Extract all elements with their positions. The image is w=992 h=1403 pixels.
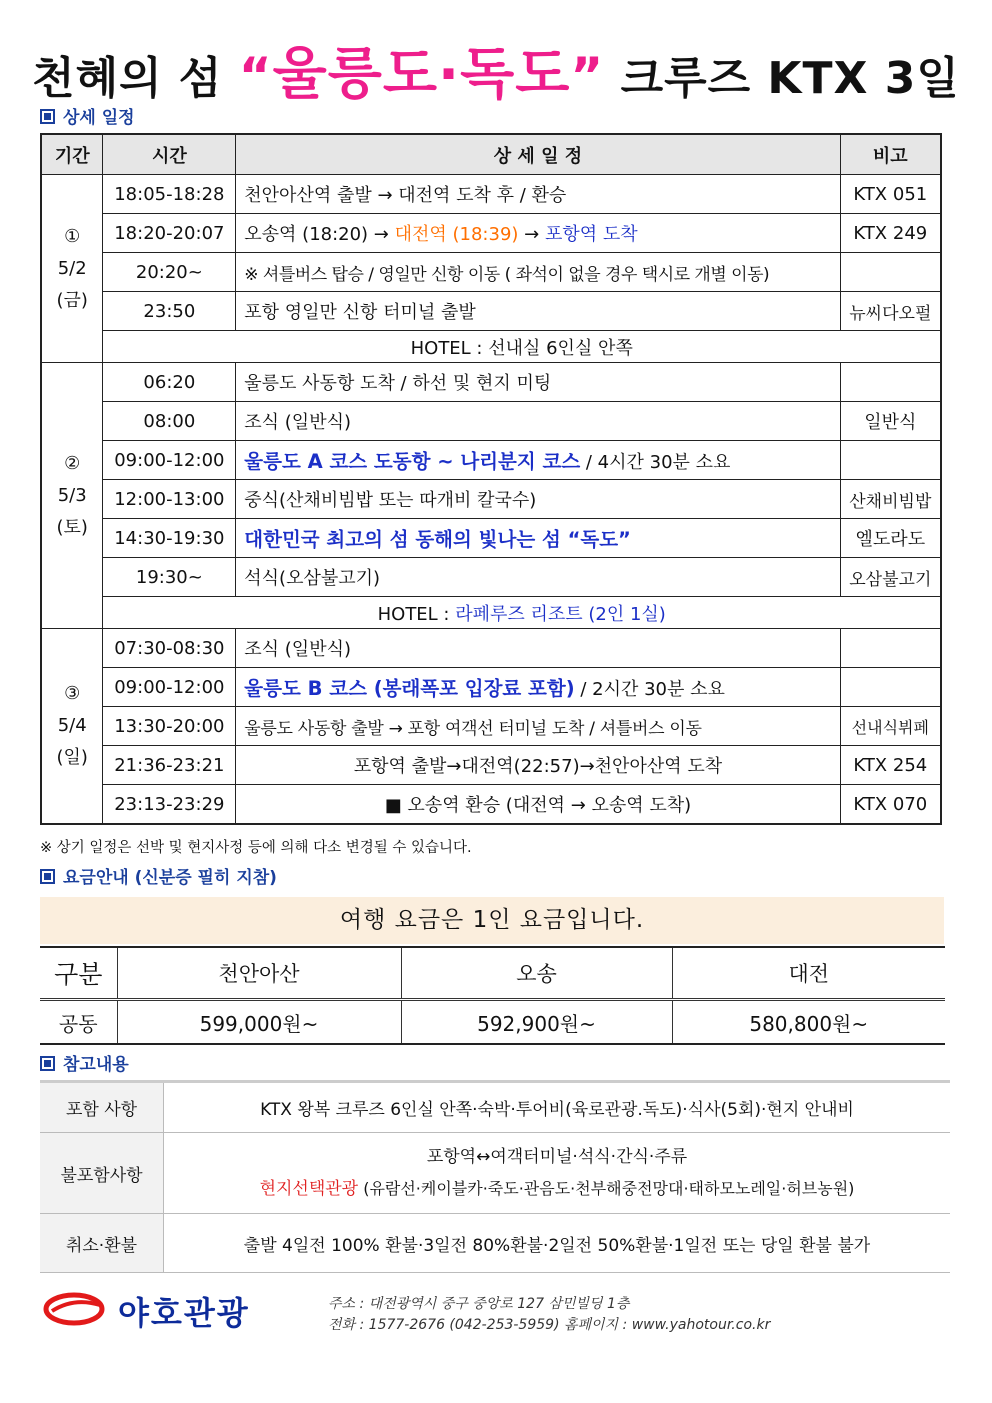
detail-cell: 울릉도 사동항 출발 → 포항 여객선 터미널 도착 / 셔틀버스 이동 <box>236 707 840 746</box>
table-row <box>41 668 941 707</box>
title-close-quote: ” <box>570 47 605 105</box>
remark-cell <box>840 668 941 707</box>
day-number: ① <box>64 225 81 247</box>
page-title <box>0 30 992 110</box>
table-row <box>41 253 941 292</box>
fee-cell: 580,800원~ <box>672 1000 945 1045</box>
time-cell: 20:20~ <box>103 253 236 292</box>
table-row <box>41 175 941 214</box>
day-weekday: (일) <box>56 747 88 768</box>
remark-cell <box>840 441 941 480</box>
footer-address: 주소 : 대전광역시 중구 중앙로 127 삼민빌딩 1층 <box>328 1296 630 1312</box>
day-cell <box>41 363 103 629</box>
fee-table <box>40 946 945 1045</box>
remark-cell: 산채비빔밥 <box>840 480 941 519</box>
footer-info <box>328 1294 770 1336</box>
detail-cell: 중식(산채비빔밥 또는 따개비 칼국수) <box>236 480 840 519</box>
table-row <box>41 785 941 825</box>
title-highlight: 울릉도·독도 <box>272 42 571 107</box>
schedule-table <box>40 133 942 825</box>
header-detail: 상 세 일 정 <box>236 134 840 175</box>
time-cell: 19:30~ <box>103 558 236 597</box>
reference-row <box>40 1133 950 1214</box>
detail-cell: 조식 (일반식) <box>236 629 840 668</box>
remark-cell: 선내식뷔페 <box>840 707 941 746</box>
reference-table <box>40 1080 950 1273</box>
header-time: 시간 <box>103 134 236 175</box>
section-schedule-label: 상세 일정 <box>63 108 135 128</box>
remark-cell: KTX 254 <box>840 746 941 785</box>
detail-segment-orange: 대전역 (18:39) <box>394 224 519 245</box>
remark-cell: KTX 070 <box>840 785 941 825</box>
footer-contact: 전화 : 1577-2676 (042-253-5959) 홈페이지 : www.yahotour.co.kr <box>328 1317 771 1333</box>
remark-cell <box>840 629 941 668</box>
time-cell: 13:30-20:00 <box>103 707 236 746</box>
detail-cell: 울릉도 사동항 도착 / 하선 및 현지 미팅 <box>236 363 840 402</box>
remark-cell: 오삼불고기 <box>840 558 941 597</box>
table-row <box>41 402 941 441</box>
detail-cell: 포항역 출발→대전역(22:57)→천안아산역 도착 <box>236 746 840 785</box>
remark-cell: 엘도라도 <box>840 519 941 558</box>
fee-row <box>40 1000 945 1045</box>
hotel-name: 라페루즈 리조트 (2인 1실) <box>455 603 666 625</box>
remark-cell: 뉴씨다오펄 <box>840 292 941 331</box>
table-row <box>41 292 941 331</box>
table-row <box>41 363 941 402</box>
reference-label: 포함 사항 <box>40 1082 164 1133</box>
company-name: 야호관광 <box>118 1294 250 1332</box>
reference-value: 출발 4일전 100% 환불·3일전 80%환불·2일전 50%환불·1일전 또는 당일 환불 불가 <box>164 1214 951 1273</box>
fee-header: 천안아산 <box>117 947 401 1000</box>
day-cell <box>41 175 103 363</box>
detail-segment: → <box>518 224 545 245</box>
time-cell: 21:36-23:21 <box>103 746 236 785</box>
reference-value: KTX 왕복 크루즈 6인실 안쪽·숙박·투어비(육로관광.독도)·식사(5회)·현지 안내비 <box>164 1082 951 1133</box>
time-cell: 14:30-19:30 <box>103 519 236 558</box>
reference-value <box>164 1133 951 1214</box>
time-cell: 18:20-20:07 <box>103 214 236 253</box>
reference-label: 불포함사항 <box>40 1133 164 1214</box>
fee-header: 구분 <box>40 947 117 1000</box>
excluded-line: (유람선·케이블카·죽도·관음도·천부해중전망대·태하모노레일·허브농원) <box>358 1179 855 1198</box>
hotel-row <box>41 331 941 363</box>
hotel-prefix: HOTEL : <box>377 603 456 625</box>
header-remark: 비고 <box>840 134 941 175</box>
fee-cell: 599,000원~ <box>117 1000 401 1045</box>
schedule-note: ※ 상기 일정은 선박 및 현지사정 등에 의해 다소 변경될 수 있습니다. <box>40 840 472 856</box>
time-cell: 12:00-13:00 <box>103 480 236 519</box>
remark-cell: KTX 249 <box>840 214 941 253</box>
detail-segment: / 4시간 30분 소요 <box>580 452 731 473</box>
table-row <box>41 558 941 597</box>
table-row <box>41 519 941 558</box>
detail-cell <box>236 214 840 253</box>
day-cell <box>41 629 103 825</box>
day-number: ③ <box>64 683 81 704</box>
hotel-row <box>41 597 941 629</box>
optional-tour-label: 현지선택관광 <box>259 1179 359 1199</box>
detail-segment: / 2시간 30분 소요 <box>574 679 725 700</box>
header-period: 기간 <box>41 134 103 175</box>
detail-segment-blue: 포항역 도착 <box>544 224 638 245</box>
remark-cell: 일반식 <box>840 402 941 441</box>
hotel-cell <box>103 597 941 629</box>
reference-row <box>40 1082 950 1133</box>
detail-cell: ※ 셔틀버스 탑승 / 영일만 신항 이동 ( 좌석이 없을 경우 택시로 개별 이동) <box>236 253 840 292</box>
day-number: ② <box>64 452 81 474</box>
time-cell: 09:00-12:00 <box>103 441 236 480</box>
detail-segment: 오송역 (18:20) → <box>244 224 395 245</box>
fee-header: 오송 <box>401 947 672 1000</box>
detail-cell: 포항 영일만 신항 터미널 출발 <box>236 292 840 331</box>
course-highlight: 울릉도 B 코스 (봉래폭포 입장료 포함) <box>244 677 575 700</box>
detail-cell: 조식 (일반식) <box>236 402 840 441</box>
title-open-quote: “ <box>238 47 273 105</box>
day-weekday: (토) <box>56 516 88 538</box>
day-date: 5/4 <box>57 715 87 736</box>
detail-cell <box>236 441 840 480</box>
time-cell: 06:20 <box>103 363 236 402</box>
time-cell: 09:00-12:00 <box>103 668 236 707</box>
table-row <box>41 480 941 519</box>
schedule-header-row <box>41 134 941 175</box>
detail-cell <box>236 668 840 707</box>
day-date: 5/2 <box>57 257 87 279</box>
section-reference <box>40 1050 129 1075</box>
fee-cell: 592,900원~ <box>401 1000 672 1045</box>
day-weekday: (금) <box>56 289 88 311</box>
section-schedule <box>40 103 135 128</box>
section-fees-label: 요금안내 (신분증 필히 지참) <box>63 868 277 888</box>
time-cell: 18:05-18:28 <box>103 175 236 214</box>
hotel-cell: HOTEL : 선내실 6인실 안쪽 <box>103 331 941 363</box>
square-bullet-icon <box>40 109 55 124</box>
section-reference-label: 참고내용 <box>63 1055 129 1075</box>
detail-cell: ■ 오송역 환승 (대전역 → 오송역 도착) <box>236 785 840 825</box>
table-row <box>41 441 941 480</box>
excluded-line: 포항역↔여객터미널·석식·간식·주류 <box>426 1147 688 1167</box>
day-date: 5/3 <box>57 484 87 506</box>
detail-cell: 천안아산역 출발 → 대전역 도착 후 / 환승 <box>236 175 840 214</box>
table-row <box>41 746 941 785</box>
title-part2: 크루즈 KTX 3일 <box>604 53 960 104</box>
remark-cell <box>840 253 941 292</box>
course-highlight: 대한민국 최고의 섬 동해의 빛나는 섬 “독도” <box>244 528 631 551</box>
table-row <box>41 707 941 746</box>
table-row <box>41 214 941 253</box>
square-bullet-icon <box>40 869 55 884</box>
fee-header-row <box>40 947 945 1000</box>
time-cell: 08:00 <box>103 402 236 441</box>
square-bullet-icon <box>40 1056 55 1071</box>
section-fees <box>40 863 277 888</box>
time-cell: 07:30-08:30 <box>103 629 236 668</box>
reference-row <box>40 1214 950 1273</box>
reference-label: 취소·환불 <box>40 1214 164 1273</box>
course-highlight: 울릉도 A 코스 도동항 ~ 나리분지 코스 <box>244 450 581 473</box>
table-row <box>41 629 941 668</box>
remark-cell: KTX 051 <box>840 175 941 214</box>
fee-header: 대전 <box>672 947 945 1000</box>
detail-cell: 석식(오삼불고기) <box>236 558 840 597</box>
remark-cell <box>840 363 941 402</box>
time-cell: 23:50 <box>103 292 236 331</box>
fee-cell: 공동 <box>40 1000 117 1045</box>
title-part1: 천혜의 섬 <box>32 53 239 104</box>
time-cell: 23:13-23:29 <box>103 785 236 825</box>
detail-cell <box>236 519 840 558</box>
fee-banner: 여행 요금은 1인 요금입니다. <box>40 897 944 944</box>
